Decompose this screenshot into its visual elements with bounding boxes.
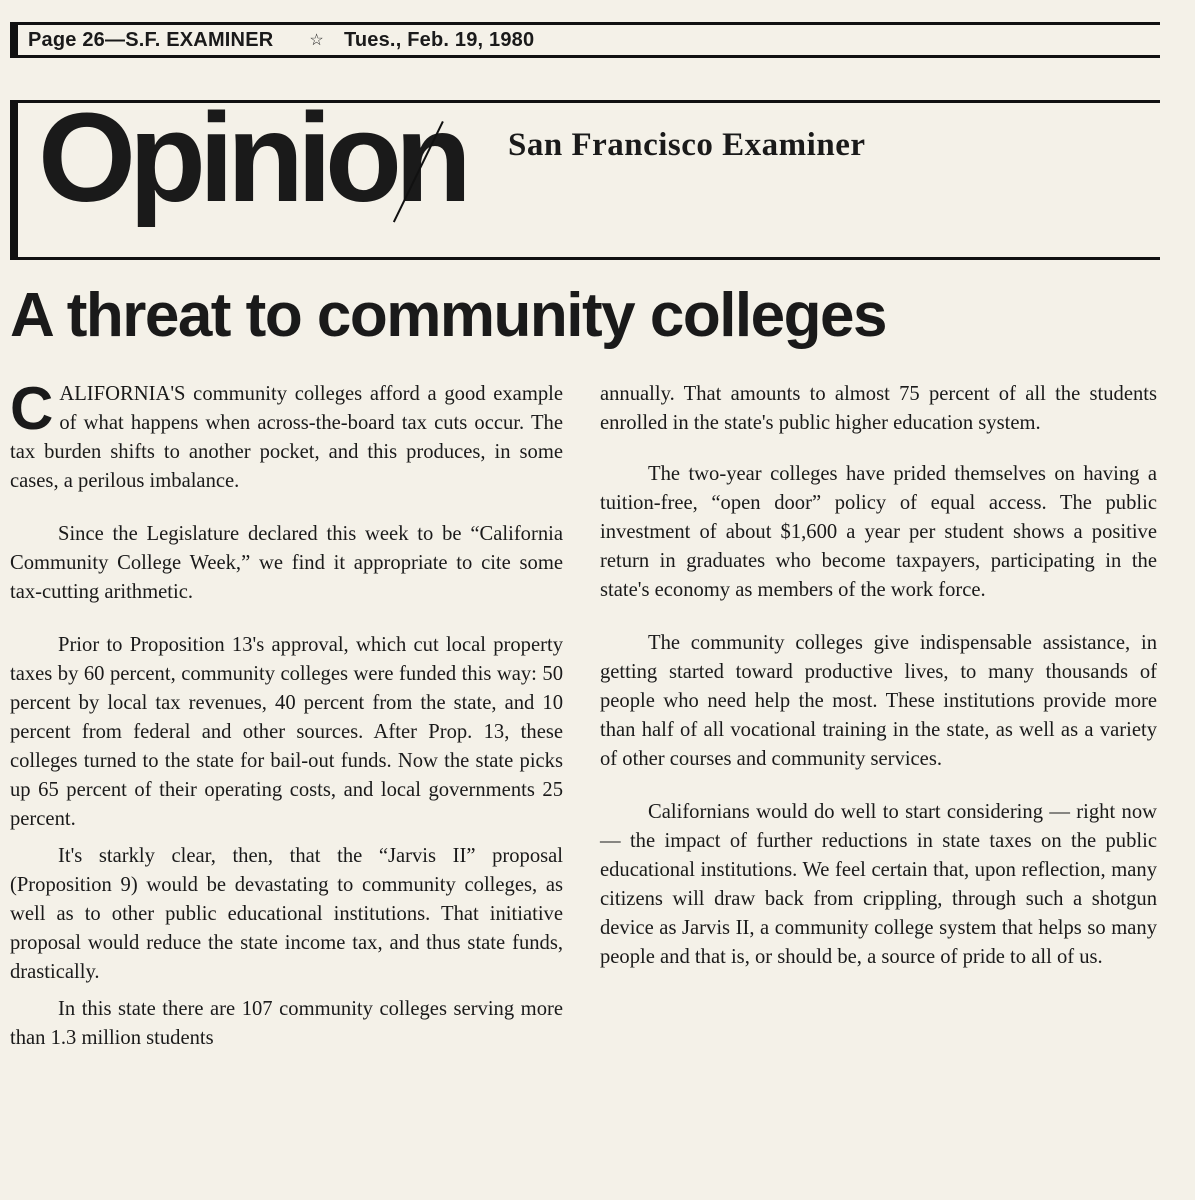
page-label: Page 26—S.F. EXAMINER bbox=[28, 28, 274, 51]
article-paragraph: Californians would do well to start considering — right now — the impact of further reductions in state taxes on the public educational institutions. We feel certain that, upon reflection, many citizens will draw back from crippling, through such a shotgun device as Jarvis II, a community college system that helps so many people and that is, or should be, a source of pride to all of us. bbox=[600, 801, 1157, 968]
page-header bbox=[10, 22, 1160, 58]
article-paragraph: It's starkly clear, then, that the “Jarvis II” proposal (Proposition 9) would be devastating to community colleges, as well as to other public educational institutions. That initiative proposal would reduce the state income tax, and thus state funds, drastically. bbox=[10, 845, 563, 983]
article-paragraph: Since the Legislature declared this week to be “California Community College Week,” we find it appropriate to cite some tax-cutting arithmetic. bbox=[10, 523, 563, 603]
issue-date: Tues., Feb. 19, 1980 bbox=[343, 28, 535, 51]
article-column-right bbox=[600, 380, 1157, 996]
article-paragraph: The two-year colleges have prided themselves on having a tuition-free, “open door” policy of equal access. The public investment of about $1,600 a year per student shows a positive return in graduates who become taxpayers, participating in the state's economy as members of the work force. bbox=[600, 463, 1157, 601]
article-paragraph: Prior to Proposition 13's approval, which cut local property taxes by 60 percent, community colleges were funded this way: 50 percent by local tax revenues, 40 percent from the state, and 10 percent from federal and other sources. After Prop. 13, these colleges turned to the state for bail-out funds. Now the state picks up 65 percent of their operating costs, and local governments 25 percent. bbox=[10, 634, 563, 830]
article-paragraph: annually. That amounts to almost 75 percent of all the students enrolled in the state's public higher education system. bbox=[600, 383, 1157, 434]
article-paragraph: In this state there are 107 community colleges serving more than 1.3 million students bbox=[10, 998, 563, 1049]
article-paragraph: The community colleges give indispensable assistance, in getting started toward productive lives, to many thousands of people who need help the most. These institutions provide more than half of all vocational training in the state, as well as a variety of other courses and community services. bbox=[600, 632, 1157, 770]
star-icon: ☆ bbox=[309, 32, 324, 49]
section-title: Opinion bbox=[38, 87, 465, 228]
opinion-banner bbox=[10, 87, 1160, 260]
article-column-left bbox=[10, 375, 563, 1061]
article-paragraph: CALIFORNIA'S community colleges afford a good example of what happens when across-the-board tax cuts occur. The tax burden shifts to another pocket, and this produces, in some cases, a perilous imbalance. bbox=[10, 375, 563, 492]
masthead: San Francisco Examiner bbox=[508, 127, 866, 163]
drop-cap: C bbox=[10, 375, 54, 442]
article-headline: A threat to community colleges bbox=[10, 281, 886, 350]
